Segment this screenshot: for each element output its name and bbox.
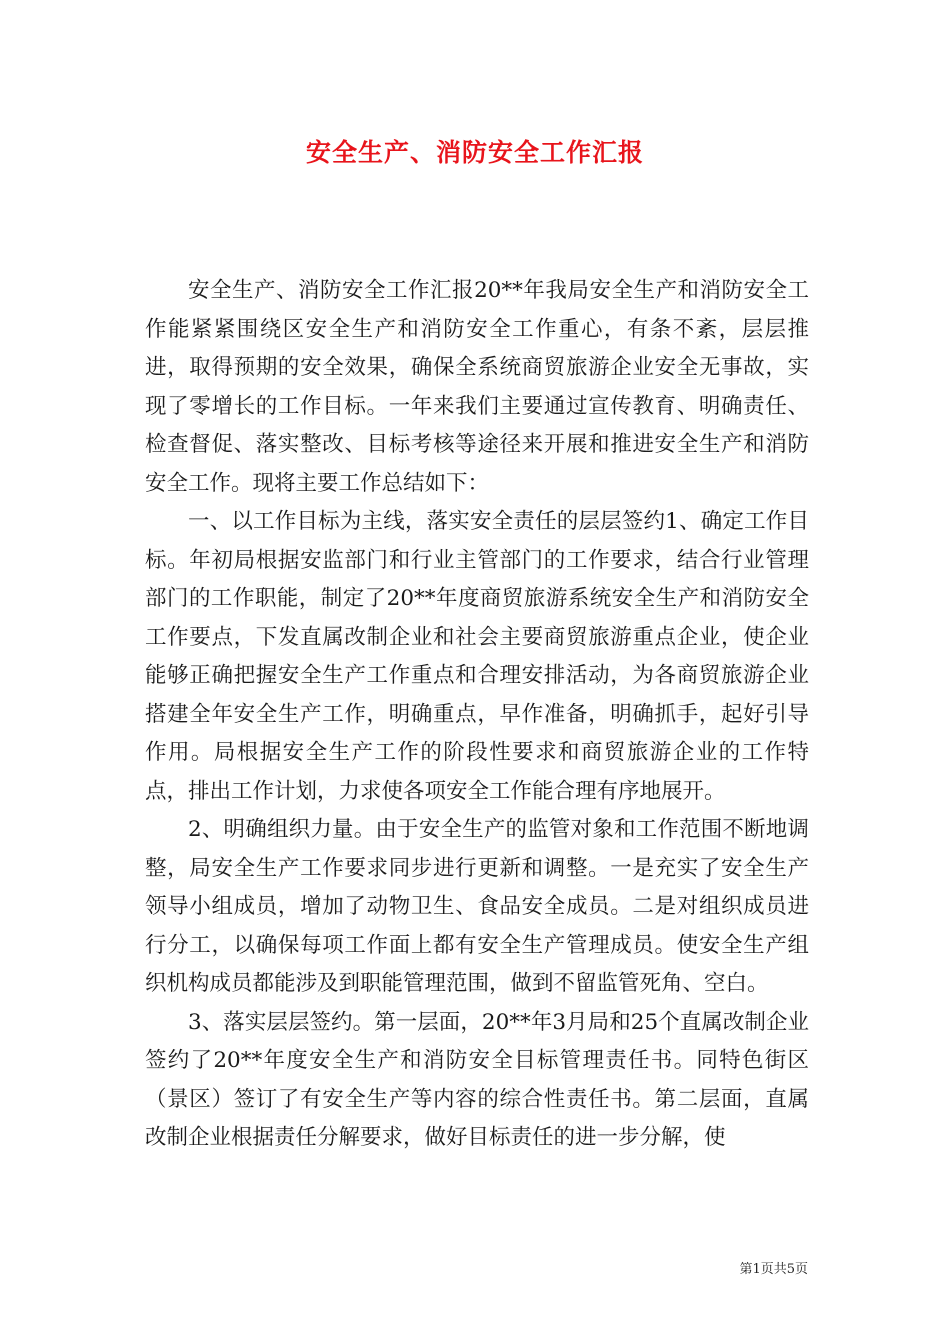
document-title: 安全生产、消防安全工作汇报 [305, 138, 644, 167]
page-number: 第1页共5页 [739, 1262, 808, 1277]
paragraph-section-1: 一、以工作目标为主线，落实安全责任的层层签约1、确定工作目标。年初局根据安监部门和行业主管部门的工作要求，结合行业管理部门的工作职能，制定了20**年度商贸旅游系统安全生产和消防安全工作要点，下发直属改制企业和社会主要商贸旅游重点企业，使企业能够正确把握安全生产工作重点和合理安排活动，为各商贸旅游企业搭建全年安全生产工作，明确重点，早作准备，明确抓手，起好引导作用。局根据安全生产工作的阶段性要求和商贸旅游企业的工作特点，排出工作计划，力求使各项安全工作能合理有序地展开。 [145, 509, 809, 804]
document-body [145, 272, 809, 1158]
paragraph-section-2: 2、明确组织力量。由于安全生产的监管对象和工作范围不断地调整，局安全生产工作要求同步进行更新和调整。一是充实了安全生产领导小组成员，增加了动物卫生、食品安全成员。二是对组织成员进行分工，以确保每项工作面上都有安全生产管理成员。使安全生产组织机构成员都能涉及到职能管理范围，做到不留监管死角、空白。 [145, 817, 809, 996]
paragraph-intro: 安全生产、消防安全工作汇报20**年我局安全生产和消防安全工作能紧紧围绕区安全生产和消防安全工作重心，有条不紊，层层推进，取得预期的安全效果，确保全系统商贸旅游企业安全无事故，实现了零增长的工作目标。一年来我们主要通过宣传教育、明确责任、检查督促、落实整改、目标考核等途径来开展和推进安全生产和消防安全工作。现将主要工作总结如下： [145, 278, 809, 496]
paragraph-section-3: 3、落实层层签约。第一层面，20**年3月局和25个直属改制企业签约了20**年度安全生产和消防安全目标管理责任书。同特色街区（景区）签订了有安全生产等内容的综合性责任书。第二层面，直属改制企业根据责任分解要求，做好目标责任的进一步分解，使 [145, 1009, 809, 1150]
